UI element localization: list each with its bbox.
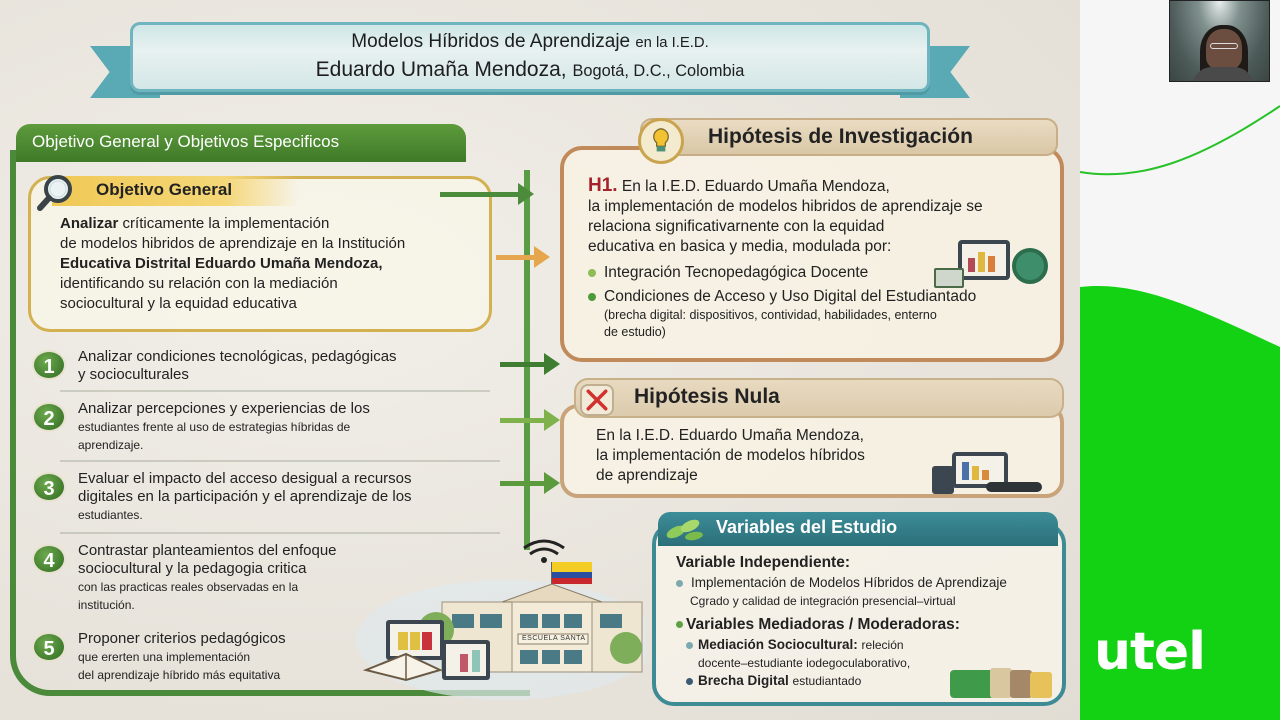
objective-text: y socioculturales <box>78 366 189 383</box>
hypothesis-bullet: Condiciones de Acceso y Uso Digital del Estudiantado <box>604 288 977 305</box>
objective-text: estudiantes frente al uso de estrategias híbridas de <box>78 420 351 434</box>
title-ribbon <box>90 18 970 100</box>
objective-line: sociocultural y la equidad educativa <box>60 295 297 312</box>
title-main-2: Eduardo Umaña Mendoza, <box>315 58 567 81</box>
objective-text: con las practicas reales observadas en la <box>78 580 299 594</box>
presenter-face <box>1206 29 1242 69</box>
mediator-variable-note: estudiantado <box>792 674 862 688</box>
arrow-right-icon <box>500 362 546 367</box>
null-hypothesis-text: de aprendizaje <box>596 467 698 484</box>
hypothesis-text: educativa en basica y media, modulada por: <box>588 238 892 255</box>
presenter-webcam[interactable] <box>1169 0 1270 82</box>
objective-text: Proponer criterios pedagógicos <box>78 630 286 647</box>
number-badge: 5 <box>32 632 66 662</box>
objective-text: del aprendizaje híbrido más equitativa <box>78 668 281 682</box>
mediator-variable: Brecha Digital <box>698 673 789 688</box>
laptop-chart-illustration <box>934 240 1054 292</box>
bullet-icon <box>676 580 683 587</box>
objective-text: digitales en la participación y el aprendizaje de los <box>78 488 412 505</box>
bullet-icon <box>676 621 683 628</box>
independent-variable-note: Cgrado y calidad de integración presencial–virtual <box>690 594 956 608</box>
leaves-icon <box>664 514 708 542</box>
objective-line: críticamente la implementación <box>122 215 330 232</box>
slide-title-line1 <box>90 31 970 53</box>
mediator-variable: Mediación Sociocultural: <box>698 637 858 652</box>
number-badge: 3 <box>32 472 66 502</box>
arrow-right-icon <box>500 481 546 486</box>
objective-text: que ererten una implementación <box>78 650 251 664</box>
mediator-variable-note: releción <box>861 638 904 652</box>
bullet-icon <box>588 293 596 301</box>
hypothesis-note: (brecha digital: dispositivos, contividad, habilidades, enterno <box>604 308 937 322</box>
objective-line: de modelos hibridos de aprendizaje en la Institución <box>60 235 406 252</box>
folders-illustration <box>950 664 1054 700</box>
bullet-icon <box>686 642 693 649</box>
devices-illustration <box>926 452 1046 496</box>
bullet-icon <box>588 269 596 277</box>
x-mark-icon <box>580 384 614 416</box>
hypothesis-bullet: Integración Tecnopedagógica Docente <box>604 264 869 281</box>
objective-line: Educativa Distrital Eduardo Umaña Mendoza, <box>60 255 383 272</box>
bullet-icon <box>686 678 693 685</box>
number-badge: 2 <box>32 402 66 432</box>
presenter-glasses <box>1210 43 1238 49</box>
general-objective-text <box>60 214 490 314</box>
hypothesis-text: la implementación de modelos hibridos de aprendizaje se <box>588 198 983 215</box>
hypothesis-title: Hipótesis de Investigación <box>640 118 1058 156</box>
objectives-section-title: Objetivo General y Objetivos Especificos <box>16 124 466 162</box>
hypothesis-code: H1. <box>588 175 618 196</box>
building-sign: ESCUELA SANTA <box>522 635 586 642</box>
null-hypothesis-text: En la I.E.D. Eduardo Umaña Mendoza, <box>596 427 864 444</box>
divider <box>60 390 490 392</box>
sidebar-wave-graphic <box>1080 0 1280 720</box>
presenter-body <box>1192 67 1254 82</box>
objective-text: Analizar percepciones y experiencias de los <box>78 400 370 417</box>
slide-title-line2 <box>90 58 970 82</box>
objective-text: Evaluar el impacto del acceso desigual a recursos <box>78 470 412 487</box>
objective-text: Analizar condiciones tecnológicas, pedagógicas <box>78 348 397 365</box>
divider <box>60 460 500 462</box>
variables-title: Variables del Estudio <box>658 512 1058 546</box>
mediator-variables-heading: Variables Mediadoras / Moderadoras: <box>686 616 960 633</box>
school-building-icon <box>356 520 646 710</box>
objective-text: institución. <box>78 598 135 612</box>
objective-verb: Analizar <box>60 215 119 232</box>
independent-variable: Implementación de Modelos Híbridos de Aprendizaje <box>691 575 1007 590</box>
null-hypothesis-body <box>596 426 936 486</box>
number-badge: 1 <box>32 350 66 380</box>
magnifier-icon <box>36 172 76 212</box>
title-sub-2: Bogotá, D.C., Colombia <box>572 62 745 80</box>
arrow-right-icon <box>500 418 546 423</box>
null-hypothesis-title: Hipótesis Nula <box>574 378 1064 418</box>
lightbulb-icon <box>638 118 684 164</box>
branding-sidebar <box>1080 0 1280 720</box>
mediator-variable-note: docente–estudiante iodegoculaborativo, <box>698 656 911 670</box>
objective-text: estudiantes. <box>78 508 143 522</box>
hypothesis-note: de estudio) <box>604 325 666 339</box>
school-illustration <box>356 520 646 710</box>
title-sub-1: en la I.E.D. <box>635 35 709 51</box>
utel-logo: utel <box>1094 622 1205 682</box>
hypothesis-text: relaciona significativarnente con la equidad <box>588 218 885 235</box>
objective-line: identificando su relación con la mediación <box>60 275 338 292</box>
arrow-right-icon <box>496 255 536 260</box>
null-hypothesis-text: la implementación de modelos híbridos <box>596 447 865 464</box>
arrow-right-icon <box>440 192 520 197</box>
general-objective-label: Objetivo General <box>52 176 298 206</box>
objective-text: sociocultural y la pedagogia critica <box>78 560 307 577</box>
hypothesis-text: En la I.E.D. Eduardo Umaña Mendoza, <box>621 178 890 195</box>
independent-variable-heading: Variable Independiente: <box>676 554 850 571</box>
number-badge: 4 <box>32 544 66 574</box>
title-main-1: Modelos Híbridos de Aprendizaje <box>351 31 631 52</box>
objective-text: Contrastar planteamientos del enfoque <box>78 542 337 559</box>
objective-text: aprendizaje. <box>78 438 144 452</box>
